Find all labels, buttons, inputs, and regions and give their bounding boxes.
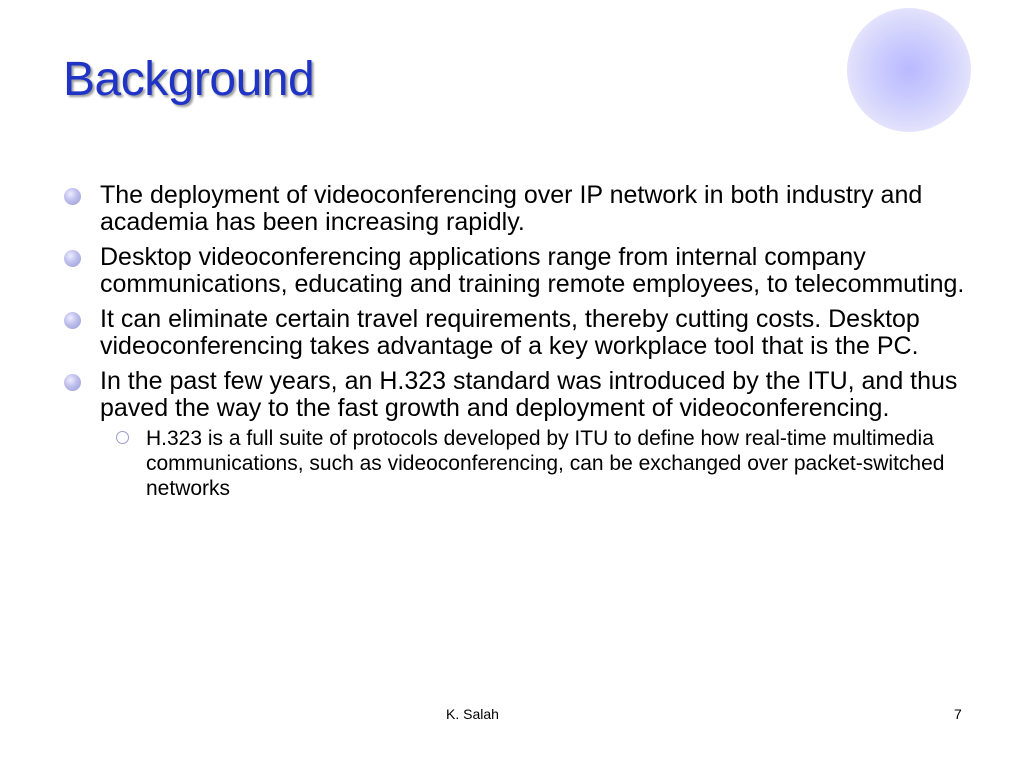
bullet-item — [62, 244, 972, 298]
bullet-item — [62, 306, 972, 360]
bullet-text: It can eliminate certain travel requirements, thereby cutting costs. Desktop videoconferencing takes advantage of a key workplace tool that is the PC. — [100, 305, 920, 360]
decorative-circle — [847, 8, 971, 132]
bullet-item — [62, 368, 972, 422]
bullet-text: In the past few years, an H.323 standard was introduced by the ITU, and thus paved the way to the fast growth and deployment of videoconferencing. — [100, 367, 958, 422]
bullet-dot-icon — [64, 312, 81, 329]
sub-bullet-text: H.323 is a full suite of protocols developed by ITU to define how real-time multimedia communications, such as videoconferencing, can be exchanged over packet-switched networks — [146, 427, 945, 500]
bullet-item — [62, 182, 972, 236]
bullet-text: Desktop videoconferencing applications range from internal company communications, educating and training remote employees, to telecommuting. — [100, 243, 965, 298]
footer-author: K. Salah — [446, 706, 499, 722]
bullet-dot-icon — [64, 188, 81, 205]
slide-content — [62, 182, 972, 501]
bullet-dot-icon — [64, 374, 81, 391]
bullet-text: The deployment of videoconferencing over IP network in both industry and academia has been increasing rapidly. — [100, 181, 923, 236]
sub-bullet-item — [108, 426, 972, 501]
page-number: 7 — [954, 706, 962, 722]
slide-title: Background — [63, 53, 315, 106]
ring-bullet-icon — [116, 431, 129, 444]
bullet-dot-icon — [64, 250, 81, 267]
